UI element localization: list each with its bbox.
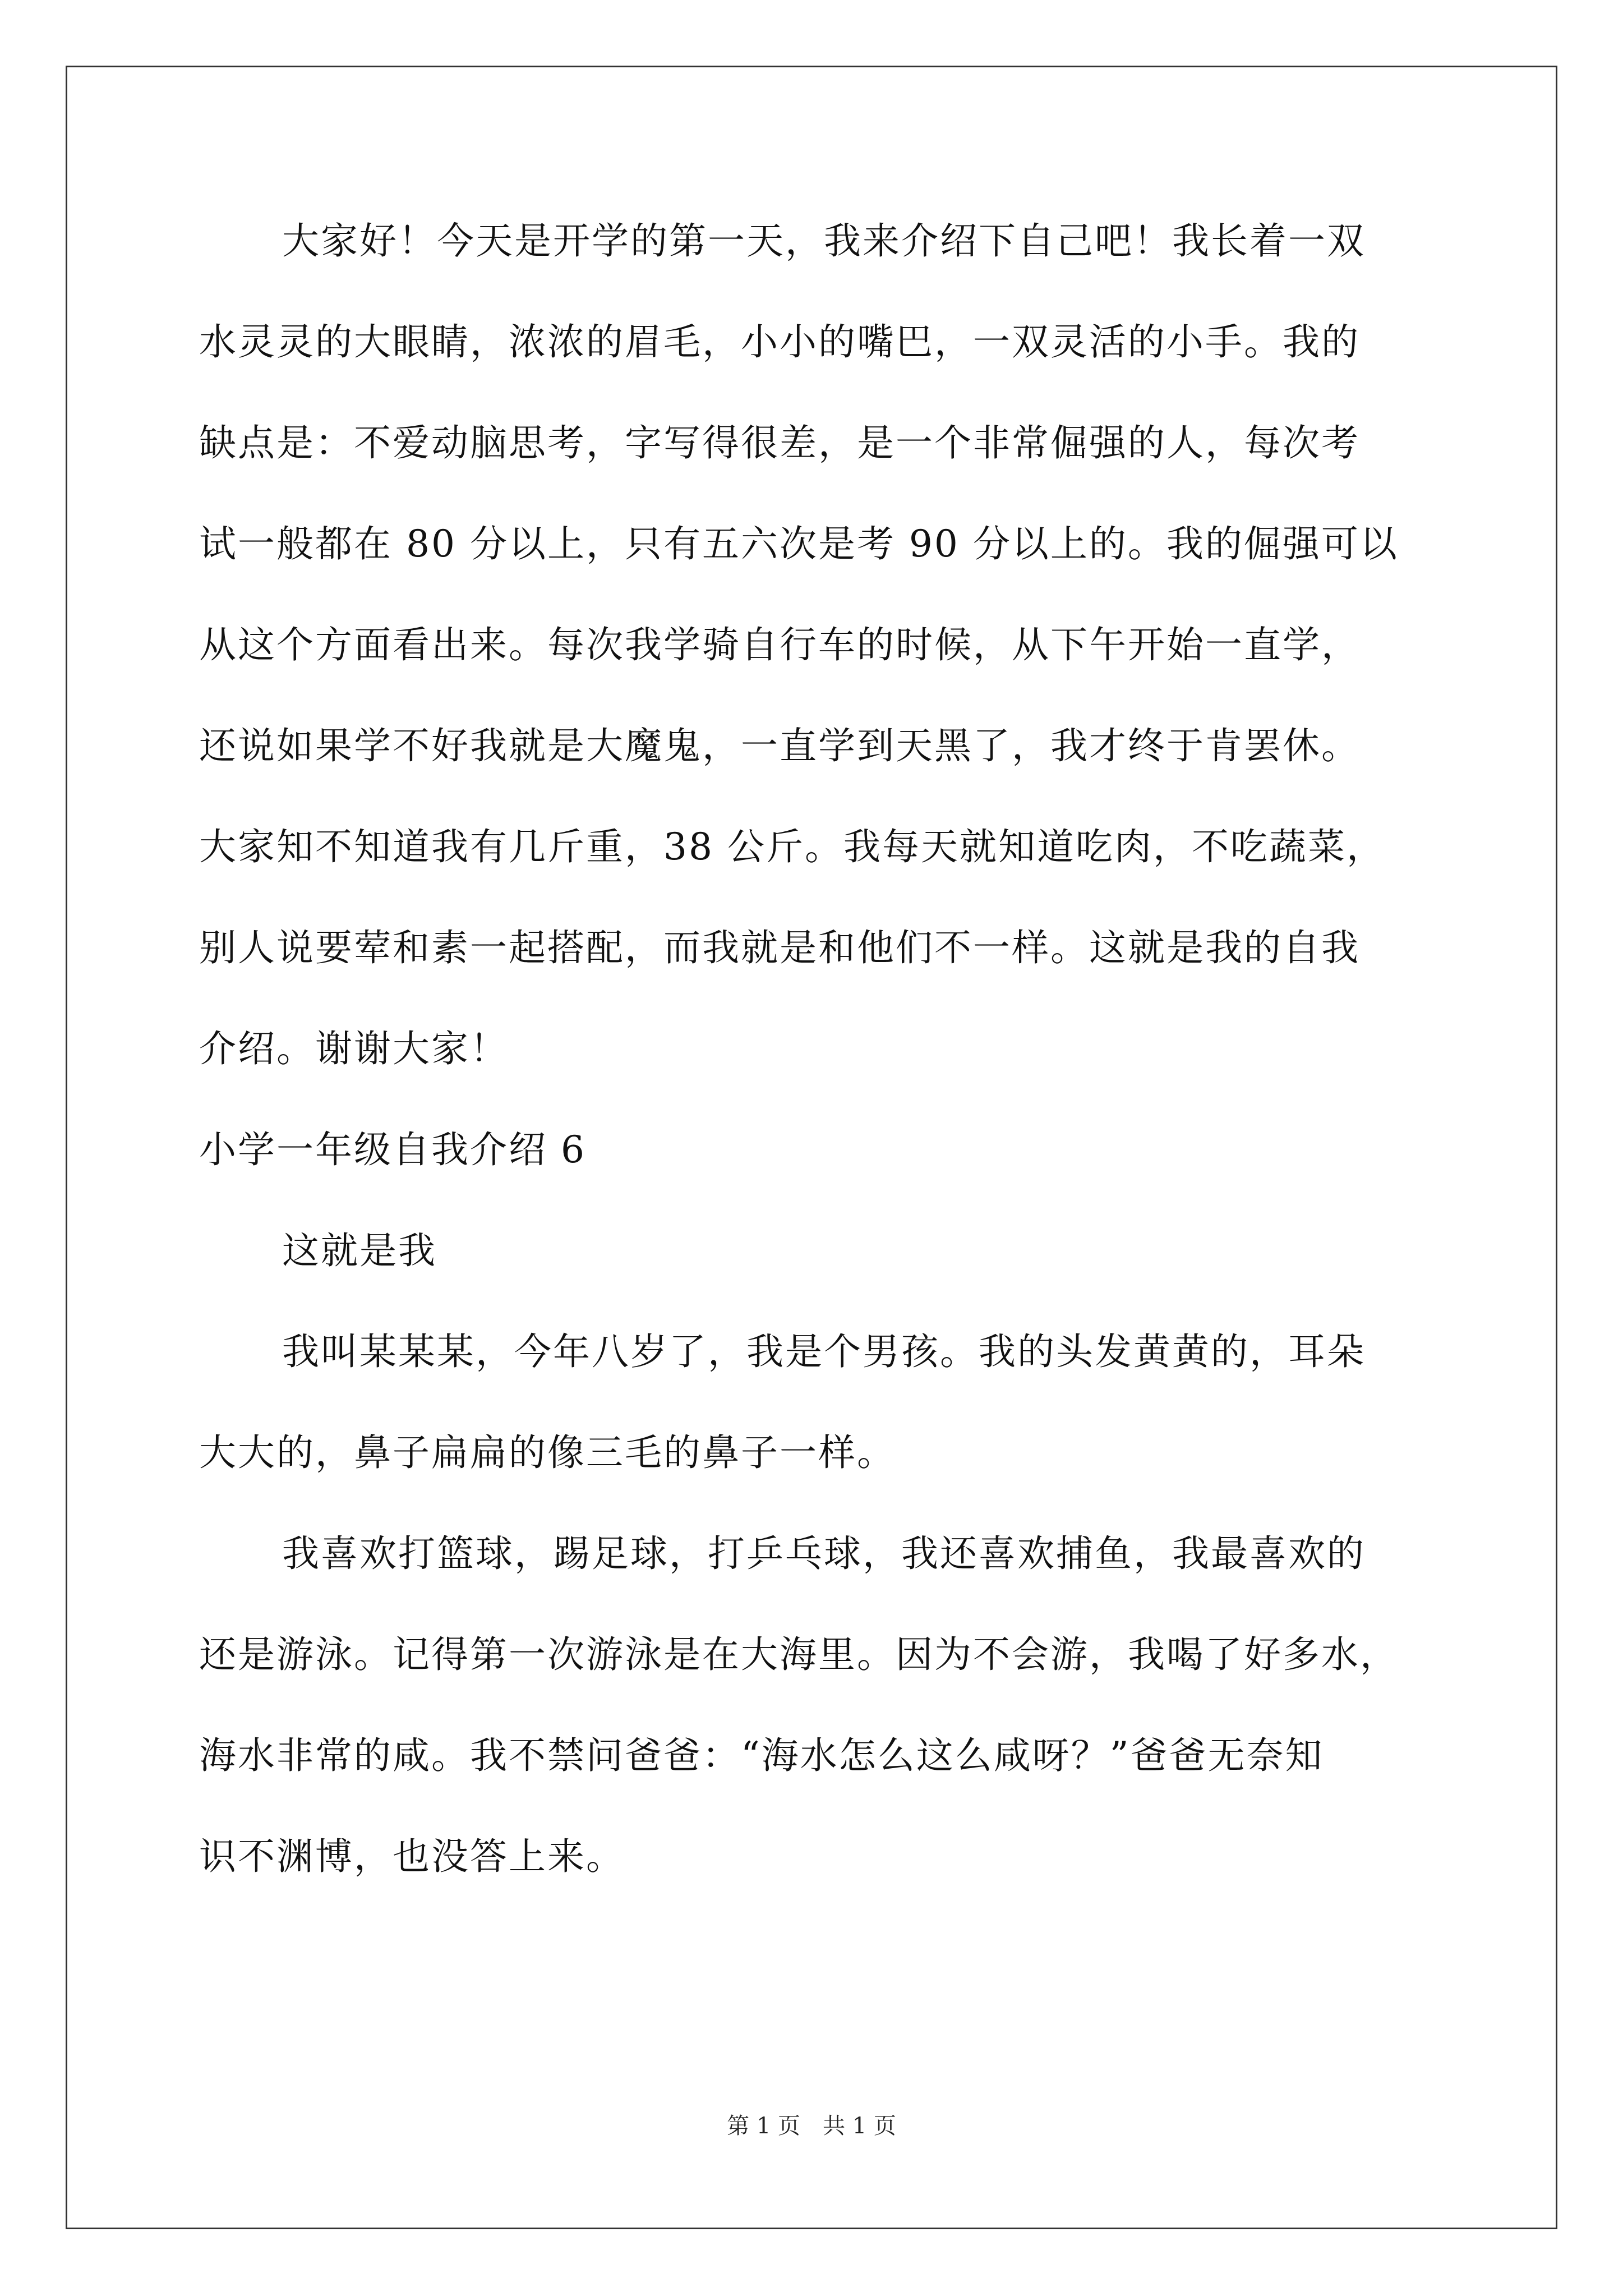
paragraph-line: 水灵灵的大眼睛，浓浓的眉毛，小小的嘴巴，一双灵活的小手。我的 — [199, 320, 1360, 364]
paragraph-line: 还说如果学不好我就是大魔鬼，一直学到天黑了，我才终于肯罢休。 — [199, 724, 1360, 767]
paragraph-line: 介绍。谢谢大家！ — [199, 1027, 509, 1070]
section-heading: 小学一年级自我介绍 6 — [199, 1128, 586, 1171]
paragraph-line: 海水非常的咸。我不禁问爸爸：“海水怎么这么咸呀？”爸爸无奈知 — [199, 1734, 1324, 1777]
subtitle-line: 这就是我 — [282, 1229, 437, 1272]
paragraph-line: 缺点是：不爱动脑思考，字写得很差，是一个非常倔强的人，每次考 — [199, 421, 1360, 464]
paragraph-line: 还是游泳。记得第一次游泳是在大海里。因为不会游，我喝了好多水， — [199, 1633, 1399, 1676]
paragraph-line: 大家好！今天是开学的第一天，我来介绍下自己吧！我长着一双 — [282, 219, 1366, 263]
page-footer — [0, 2112, 1623, 2140]
page-total: 共 1 页 — [823, 2113, 896, 2139]
page-number: 第 1 页 — [727, 2113, 800, 2139]
paragraph-line: 试一般都在 80 分以上，只有五六次是考 90 分以上的。我的倔强可以 — [199, 522, 1399, 565]
paragraph-line: 大大的，鼻子扁扁的像三毛的鼻子一样。 — [199, 1431, 896, 1474]
paragraph-line: 识不渊博，也没答上来。 — [199, 1835, 625, 1878]
paragraph-line: 大家知不知道我有几斤重，38 公斤。我每天就知道吃肉，不吃蔬菜， — [199, 825, 1385, 868]
paragraph-line: 我叫某某某，今年八岁了，我是个男孩。我的头发黄黄的，耳朵 — [282, 1330, 1366, 1373]
paragraph-line: 从这个方面看出来。每次我学骑自行车的时候，从下午开始一直学， — [199, 623, 1360, 666]
paragraph-line: 我喜欢打篮球，踢足球，打乒乓球，我还喜欢捕鱼，我最喜欢的 — [282, 1532, 1366, 1575]
paragraph-line: 别人说要荤和素一起搭配，而我就是和他们不一样。这就是我的自我 — [199, 926, 1360, 969]
